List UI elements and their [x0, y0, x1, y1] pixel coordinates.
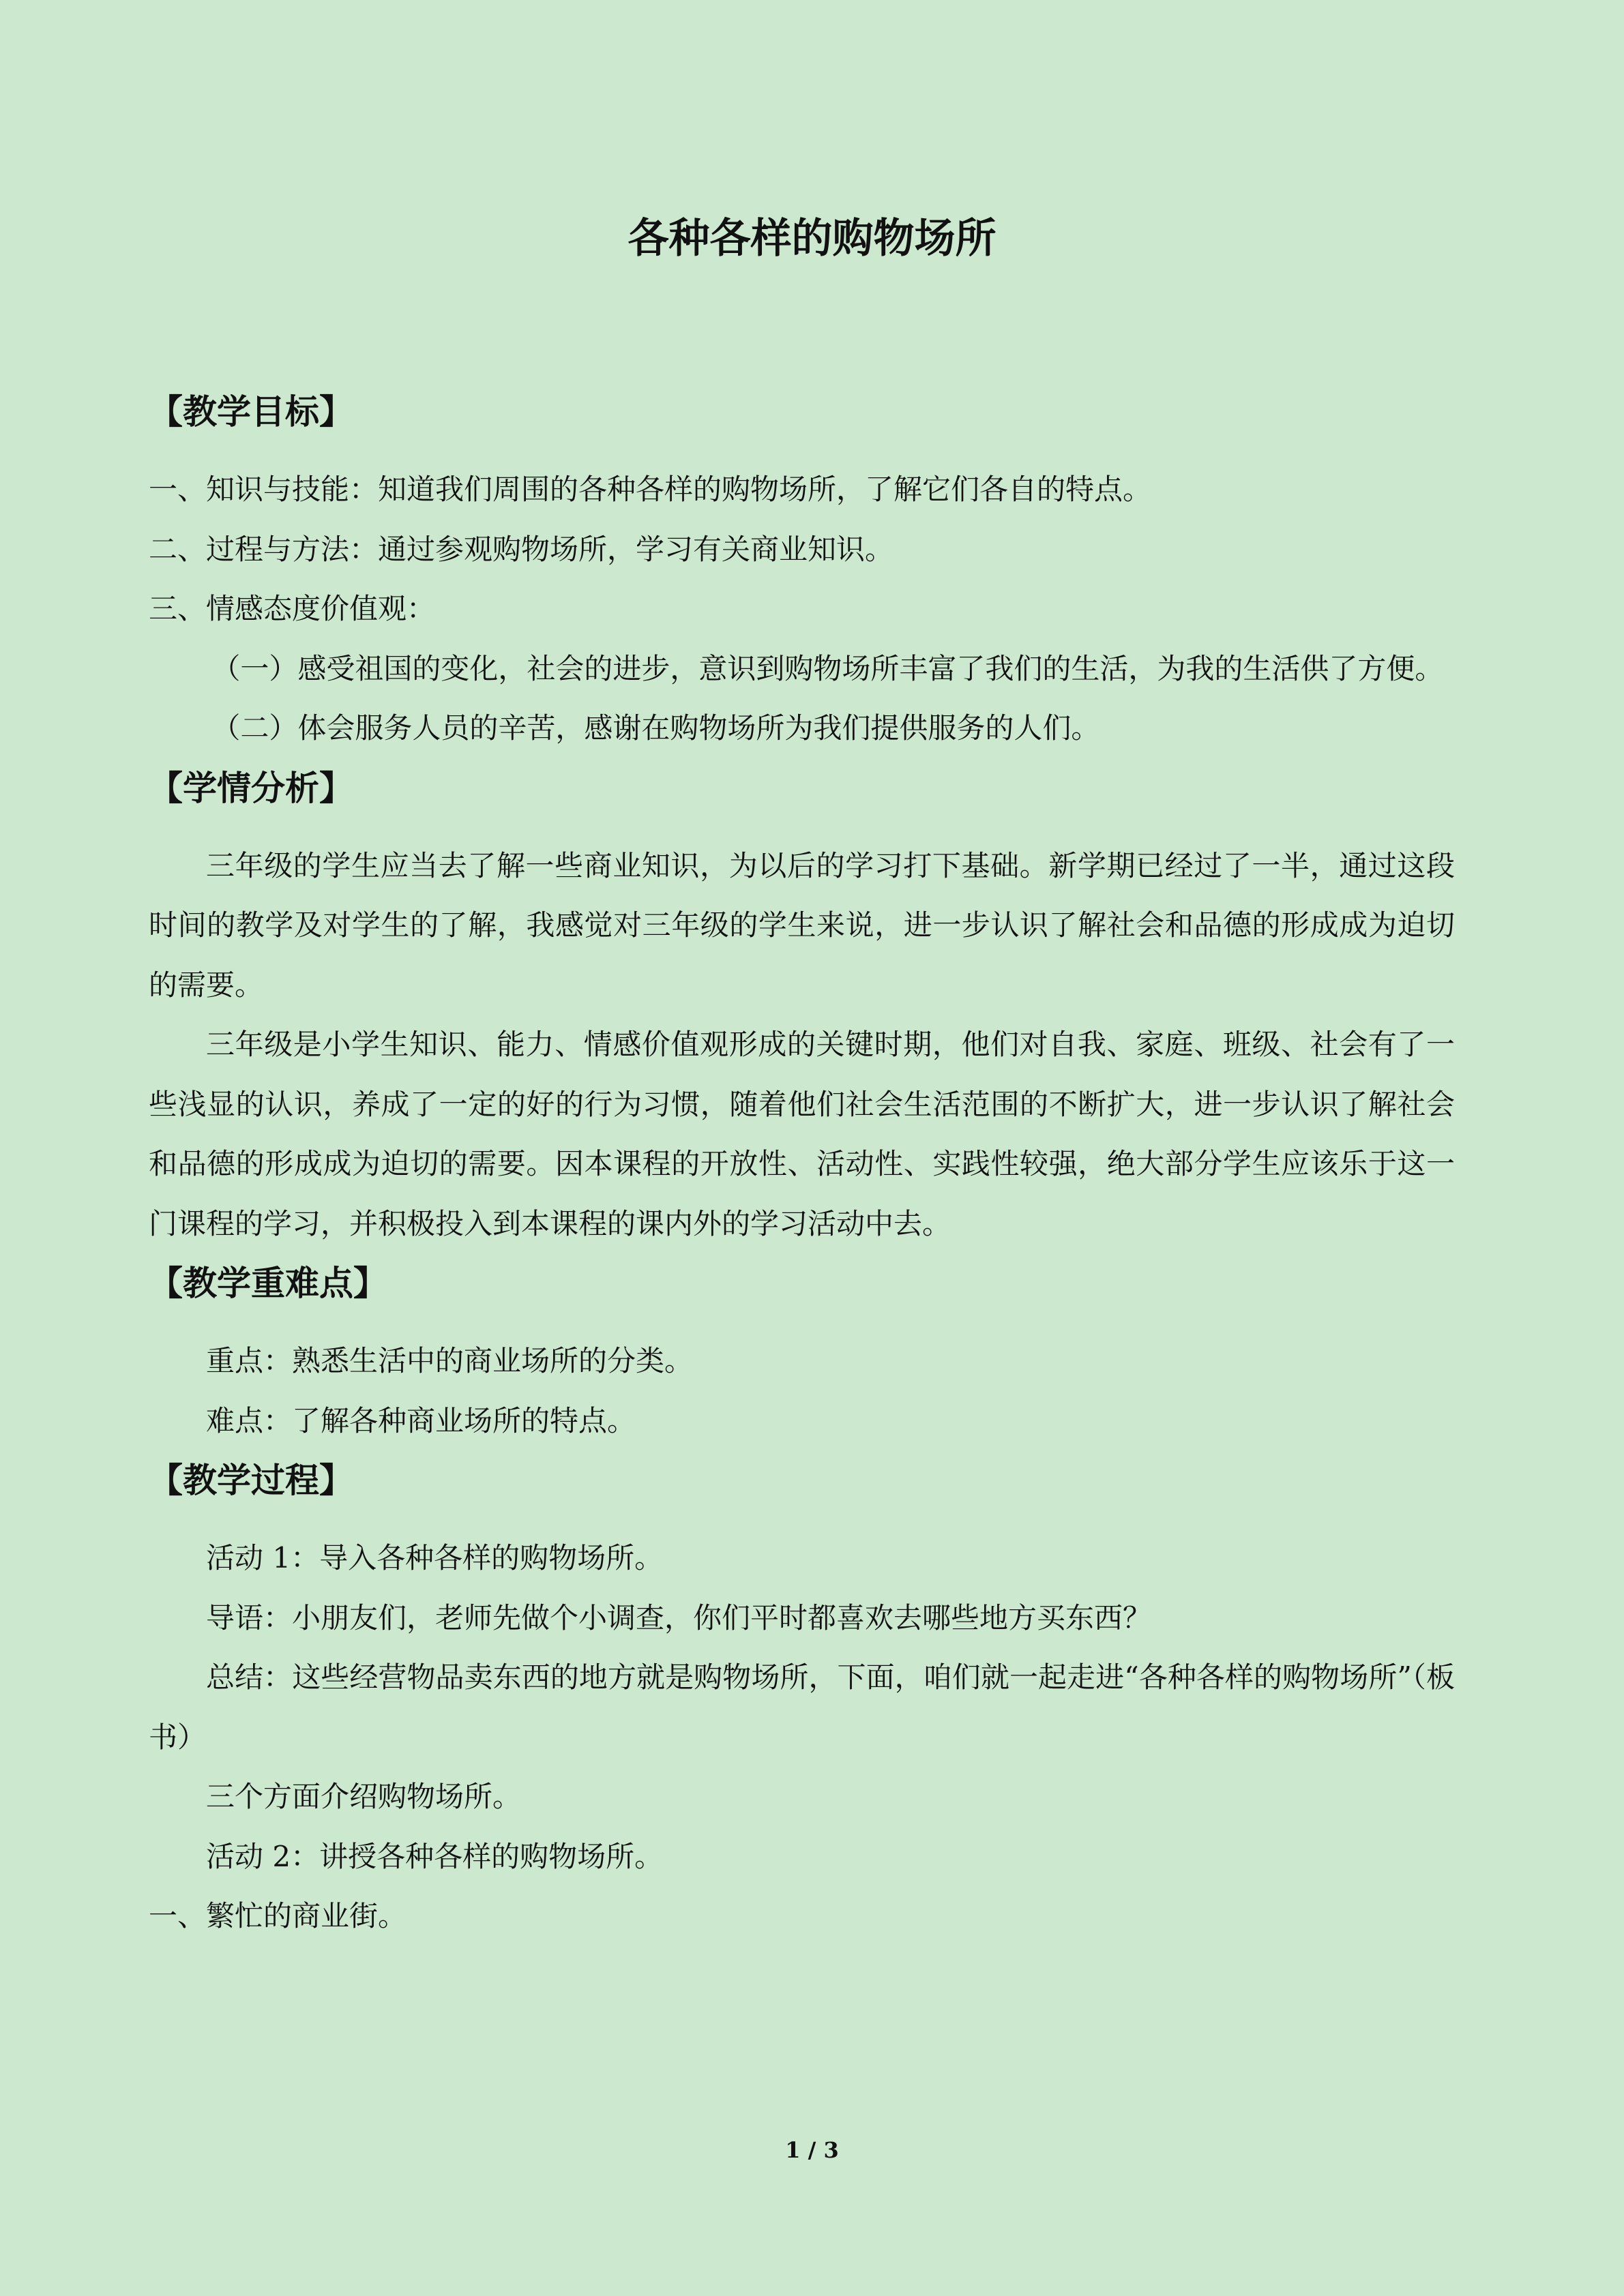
process-line-2: 导语：小朋友们，老师先做个小调查，你们平时都喜欢去哪些地方买东西？ [206, 1600, 1152, 1635]
section-heading-analysis: 【学情分析】 [149, 768, 353, 808]
goal-line-2: 二、过程与方法：通过参观购物场所，学习有关商业知识。 [149, 532, 894, 566]
goal-sub-item-2: （二）体会服务人员的辛苦，感谢在购物场所为我们提供服务的人们。 [211, 711, 1100, 745]
section-heading-goals: 【教学目标】 [149, 392, 353, 432]
process-last-line: 一、繁忙的商业街。 [149, 1899, 407, 1933]
process-line-1: 活动 1：导入各种各样的购物场所。 [206, 1541, 664, 1575]
goal-line-1: 一、知识与技能：知道我们周围的各种各样的购物场所，了解它们各自的特点。 [149, 473, 1152, 506]
section-heading-process: 【教学过程】 [149, 1461, 353, 1500]
analysis-paragraph-2: 三年级是小学生知识、能力、情感价值观形成的关键时期，他们对自我、家庭、班级、社会有了一些浅显的认识，养成了一定的好的行为习惯，随着他们社会生活范围的不断扩大，进一步认识了解社会和品德的形成成为迫切的需要。因本课程的开放性、活动性、实践性较强，绝大部分学生应该乐于这一门课程的学习，并积极投入到本课程的课内外的学习活动中去。 [149, 1028, 1455, 1240]
page-number: 1 / 3 [785, 2137, 839, 2163]
goal-sub-item-1: （一）感受祖国的变化，社会的进步，意识到购物场所丰富了我们的生活，为我的生活供了方便。 [211, 651, 1444, 685]
goal-line-3: 三、情感态度价值观： [149, 592, 436, 625]
key-point-line-1: 重点：熟悉生活中的商业场所的分类。 [206, 1344, 694, 1377]
key-point-line-2: 难点：了解各种商业场所的特点。 [206, 1403, 636, 1437]
document-body [149, 382, 1455, 1946]
section-heading-key-points: 【教学重难点】 [149, 1264, 387, 1303]
document-title: 各种各样的购物场所 [628, 215, 996, 263]
process-line-3: 总结：这些经营物品卖东西的地方就是购物场所，下面，咱们就一起走进“各种各样的购物场所”（板书） [149, 1660, 1455, 1754]
analysis-paragraph-1: 三年级的学生应当去了解一些商业知识，为以后的学习打下基础。新学期已经过了一半，通过这段时间的教学及对学生的了解，我感觉对三年级的学生来说，进一步认识了解社会和品德的形成成为迫切的需要。 [149, 848, 1455, 1002]
process-line-4: 三个方面介绍购物场所。 [206, 1780, 522, 1813]
process-line-5: 活动 2：讲授各种各样的购物场所。 [206, 1839, 664, 1873]
